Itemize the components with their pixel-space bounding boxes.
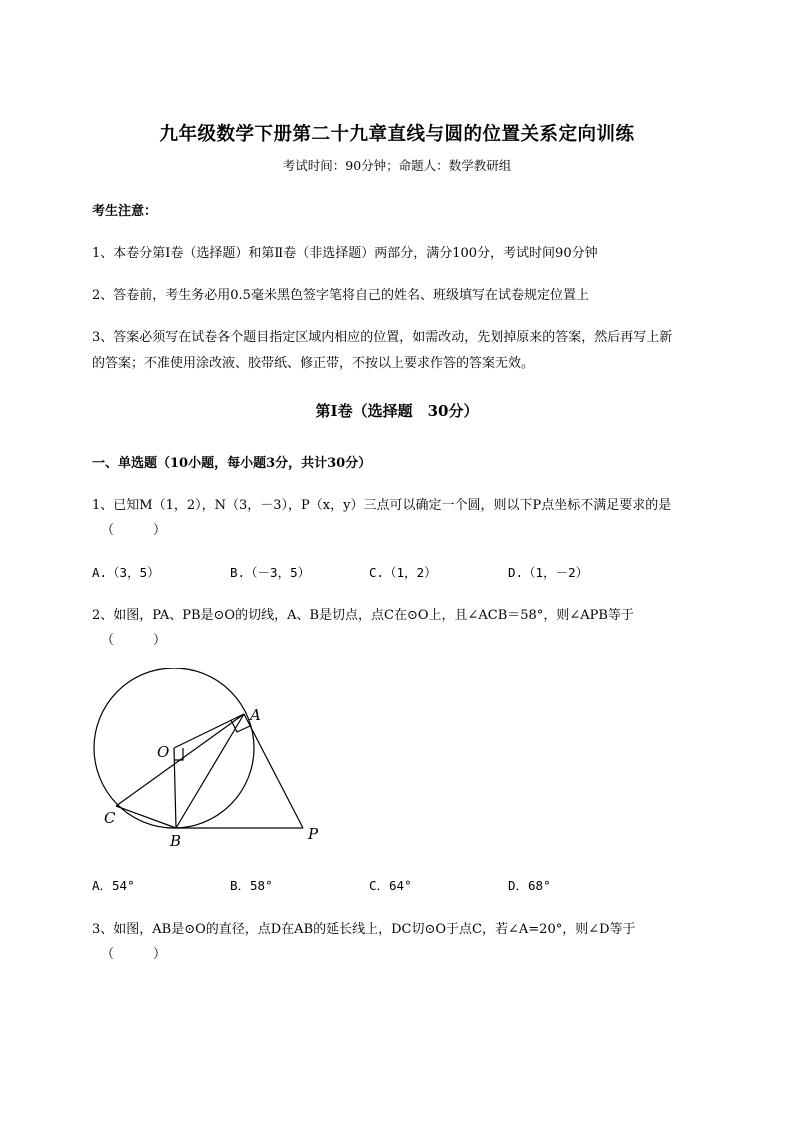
question-1-option-a: A.（3，5） xyxy=(92,565,160,580)
notice-item-1: 1、本卷分第I卷（选择题）和第Ⅱ卷（非选择题）两部分，满分100分，考试时间90分钟 xyxy=(92,246,598,261)
question-3-blank: （ ） xyxy=(101,947,167,962)
section-title: 第I卷（选择题 30分） xyxy=(315,402,479,420)
label-a: A xyxy=(250,706,261,724)
chord-cb xyxy=(116,806,176,828)
part-heading: 一、单选题（10小题，每小题3分，共计30分） xyxy=(92,456,372,471)
question-2-option-c: C．64° xyxy=(369,878,412,893)
question-1-stem: 1、已知M（1，2），N（3，－3），P（x，y）三点可以确定一个圆，则以下P点坐标不满足要求的是 xyxy=(92,498,672,513)
question-1-option-b: B.（－3，5） xyxy=(230,565,311,580)
notice-item-2: 2、答卷前，考生务必用0.5毫米黑色签字笔将自己的姓名、班级填写在试卷规定位置上 xyxy=(92,288,589,303)
question-2-option-a: A．54° xyxy=(92,878,135,893)
question-1-blank: （ ） xyxy=(101,523,167,538)
notice-heading: 考生注意： xyxy=(92,204,158,219)
exam-info: 考试时间：90分钟；命题人：数学教研组 xyxy=(282,158,512,173)
question-2-option-b: B．58° xyxy=(230,878,273,893)
label-o: O xyxy=(157,743,170,761)
question-1-option-c: C.（1，2） xyxy=(369,565,437,580)
label-b: B xyxy=(170,832,182,850)
page-title: 九年级数学下册第二十九章直线与圆的位置关系定向训练 xyxy=(159,124,635,145)
question-3-stem: 3、如图，AB是⊙O的直径，点D在AB的延长线上，DC切⊙O于点C，若∠A=20°，则∠D等于 xyxy=(92,922,636,937)
question-2-option-d: D．68° xyxy=(508,878,551,893)
label-c: C xyxy=(104,809,116,827)
tangent-pa xyxy=(244,714,303,828)
question-2-stem: 2、如图，PA、PB是⊙O的切线，A、B是切点，点C在⊙O上，且∠ACB＝58°，则∠APB等于 xyxy=(92,608,634,623)
circle-tangent-figure xyxy=(86,668,336,858)
notice-item-3-line-1: 3、答案必须写在试卷各个题目指定区域内相应的位置，如需改动，先划掉原来的答案，然后再写上新 xyxy=(92,330,673,345)
notice-item-3-line-2: 的答案；不准使用涂改液、胶带纸、修正带，不按以上要求作答的答案无效。 xyxy=(92,356,535,371)
question-2-blank: （ ） xyxy=(101,633,167,648)
label-p: P xyxy=(308,825,319,843)
question-1-option-d: D.（1，－2） xyxy=(508,565,589,580)
